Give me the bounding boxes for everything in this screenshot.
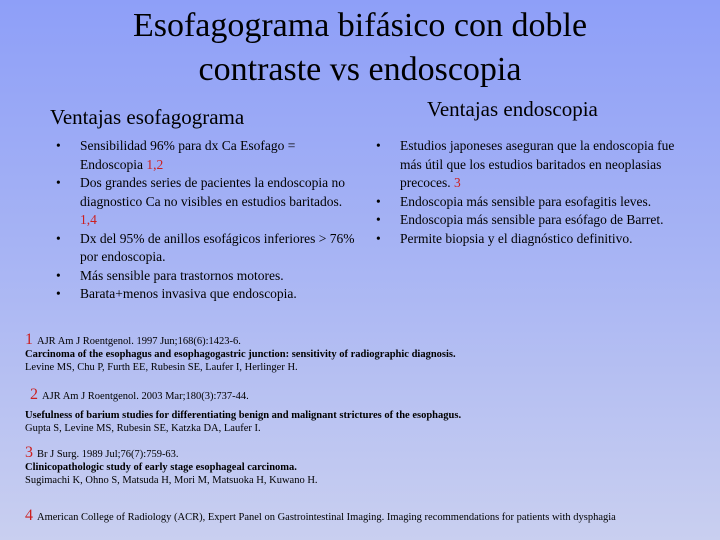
reference-title: Usefulness of barium studies for differentiating benign and malignant strictures of the esophagus.: [25, 410, 462, 421]
title-line-2: contraste vs endoscopia: [198, 51, 522, 88]
reference-number: 2: [30, 386, 38, 403]
reference-citation: AJR Am J Roentgenol. 2003 Mar;180(3):737-44.: [42, 391, 249, 402]
reference-number: 3: [25, 444, 33, 461]
list-item: • Permite biopsia y el diagnóstico definitivo.: [376, 230, 676, 249]
reference-authors: Sugimachi K, Ohno S, Matsuda H, Mori M, Matsuoka H, Kuwano H.: [25, 475, 318, 486]
list-item: • Dx del 95% de anillos esofágicos inferiores > 76% por endoscopia.: [56, 230, 356, 267]
slide-title: [60, 4, 660, 92]
left-column-heading: Ventajas esofagograma: [50, 105, 245, 129]
list-item: • Endoscopia más sensible para esófago de Barret.: [376, 211, 676, 230]
reference-title: Clinicopathologic study of early stage esophageal carcinoma.: [25, 462, 297, 473]
reference-4: [25, 509, 616, 524]
list-item: • Más sensible para trastornos motores.: [56, 267, 356, 286]
reference-number: 1: [25, 331, 33, 348]
ref-marker: 1,2: [146, 156, 164, 172]
reference-authors: Gupta S, Levine MS, Rubesin SE, Katzka DA, Laufer I.: [25, 423, 261, 434]
endoscopia-advantages-list: [376, 137, 676, 248]
reference-1: [25, 333, 456, 374]
esofagograma-advantages-list: [56, 137, 356, 304]
title-line-1: Esofagograma bifásico con doble: [132, 7, 588, 44]
reference-citation: AJR Am J Roentgenol. 1997 Jun;168(6):1423-6.: [37, 336, 241, 347]
list-item: • Dos grandes series de pacientes la endoscopia no diagnostico Ca no visibles en estudios baritados. 1,4: [56, 174, 356, 230]
reference-citation: Br J Surg. 1989 Jul;76(7):759-63.: [37, 449, 179, 460]
reference-3: [25, 446, 318, 487]
reference-title: Carcinoma of the esophagus and esophagogastric junction: sensitivity of radiographic diagnosis.: [25, 349, 456, 360]
reference-authors: Levine MS, Chu P, Furth EE, Rubesin SE, Laufer I, Herlinger H.: [25, 362, 298, 373]
list-item: • Sensibilidad 96% para dx Ca Esofago = Endoscopia 1,2: [56, 137, 356, 174]
ref-marker: 1,4: [80, 212, 97, 227]
list-item: • Barata+menos invasiva que endoscopia.: [56, 285, 356, 304]
list-item: • Endoscopia más sensible para esofagitis leves.: [376, 193, 676, 212]
reference-number: 4: [25, 507, 33, 524]
reference-2: [25, 388, 461, 435]
list-item: • Estudios japoneses aseguran que la endoscopia fue más útil que los estudios baritados en neoplasias precoces. 3: [376, 137, 676, 193]
ref-marker: 3: [453, 175, 461, 190]
reference-citation: American College of Radiology (ACR), Expert Panel on Gastrointestinal Imaging. Imaging recommendations for patients with dysphagia: [37, 512, 616, 523]
right-column-heading: Ventajas endoscopia: [427, 97, 598, 121]
